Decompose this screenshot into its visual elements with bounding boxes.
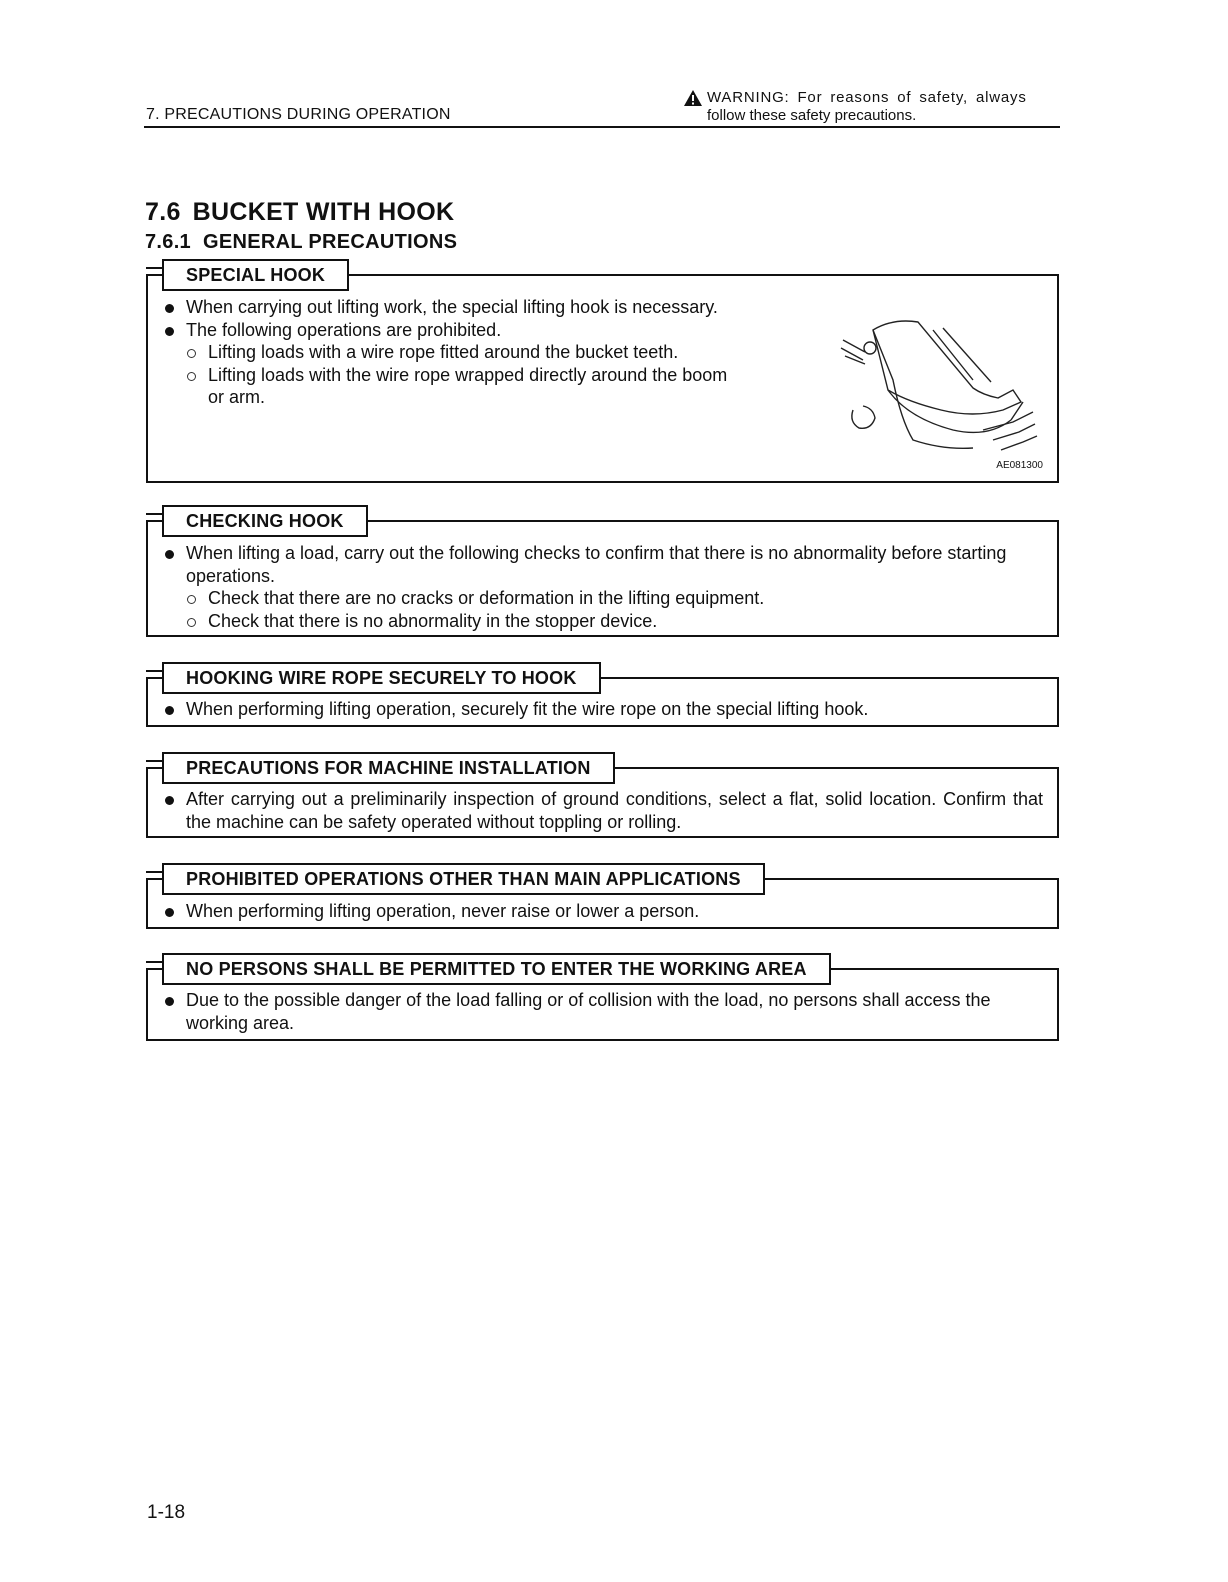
machine-installation-box xyxy=(146,758,1059,838)
prohibited-operations-box xyxy=(146,869,1059,929)
running-header-section: 7. PRECAUTIONS DURING OPERATION xyxy=(146,106,451,123)
machine-installation-bullet-1: After carrying out a preliminarily inspection of ground conditions, select a flat, solid location. Confirm that the machine can be safety operated without toppling or rolling. xyxy=(162,788,1043,833)
subsection-title-text: GENERAL PRECAUTIONS xyxy=(202,231,458,253)
warning-triangle-icon xyxy=(683,89,703,107)
section-title xyxy=(145,198,454,227)
special-hook-box xyxy=(146,265,1059,483)
special-hook-bullet-2: The following operations are prohibited. xyxy=(162,319,742,342)
subsection-title xyxy=(145,231,457,254)
working-area-heading: NO PERSONS SHALL BE PERMITTED TO ENTER THE WORKING AREA xyxy=(162,953,831,985)
prohibited-operations-heading: PROHIBITED OPERATIONS OTHER THAN MAIN APPLICATIONS xyxy=(162,863,765,895)
checking-hook-sub-1: Check that there are no cracks or deformation in the lifting equipment. xyxy=(162,587,1043,610)
checking-hook-heading: CHECKING HOOK xyxy=(162,505,368,537)
special-hook-heading: SPECIAL HOOK xyxy=(162,259,349,291)
wire-rope-heading: HOOKING WIRE ROPE SECURELY TO HOOK xyxy=(162,662,601,694)
warning-text-line1: WARNING: For reasons of safety, always xyxy=(707,89,1027,106)
special-hook-bullet-1: When carrying out lifting work, the special lifting hook is necessary. xyxy=(162,296,742,319)
checking-hook-sub-2: Check that there is no abnormality in the stopper device. xyxy=(162,610,1043,633)
page-number: 1-18 xyxy=(147,1502,186,1523)
section-number: 7.6 xyxy=(145,198,181,226)
working-area-box xyxy=(146,959,1059,1041)
wire-rope-bullet-1: When performing lifting operation, securely fit the wire rope on the special lifting hook. xyxy=(162,698,1043,721)
checking-hook-bullet-1: When lifting a load, carry out the following checks to confirm that there is no abnormality before starting operations. xyxy=(162,542,1043,587)
wire-rope-box xyxy=(146,668,1059,727)
header-rule xyxy=(144,126,1060,128)
bucket-hook-illustration xyxy=(823,300,1043,470)
section-title-text: BUCKET WITH HOOK xyxy=(192,198,455,226)
working-area-bullet-1: Due to the possible danger of the load falling or of collision with the load, no persons shall access the working area. xyxy=(162,989,1043,1034)
machine-installation-heading: PRECAUTIONS FOR MACHINE INSTALLATION xyxy=(162,752,615,784)
subsection-number: 7.6.1 xyxy=(145,231,191,253)
special-hook-sub-2: Lifting loads with the wire rope wrapped directly around the boom or arm. xyxy=(162,364,742,409)
prohibited-operations-bullet-1: When performing lifting operation, never raise or lower a person. xyxy=(162,900,1043,923)
warning-text-line2: follow these safety precautions. xyxy=(707,107,917,124)
checking-hook-box xyxy=(146,511,1059,637)
figure-code: AE081300 xyxy=(996,460,1043,471)
special-hook-sub-1: Lifting loads with a wire rope fitted around the bucket teeth. xyxy=(162,341,742,364)
warning-header xyxy=(683,89,1059,125)
